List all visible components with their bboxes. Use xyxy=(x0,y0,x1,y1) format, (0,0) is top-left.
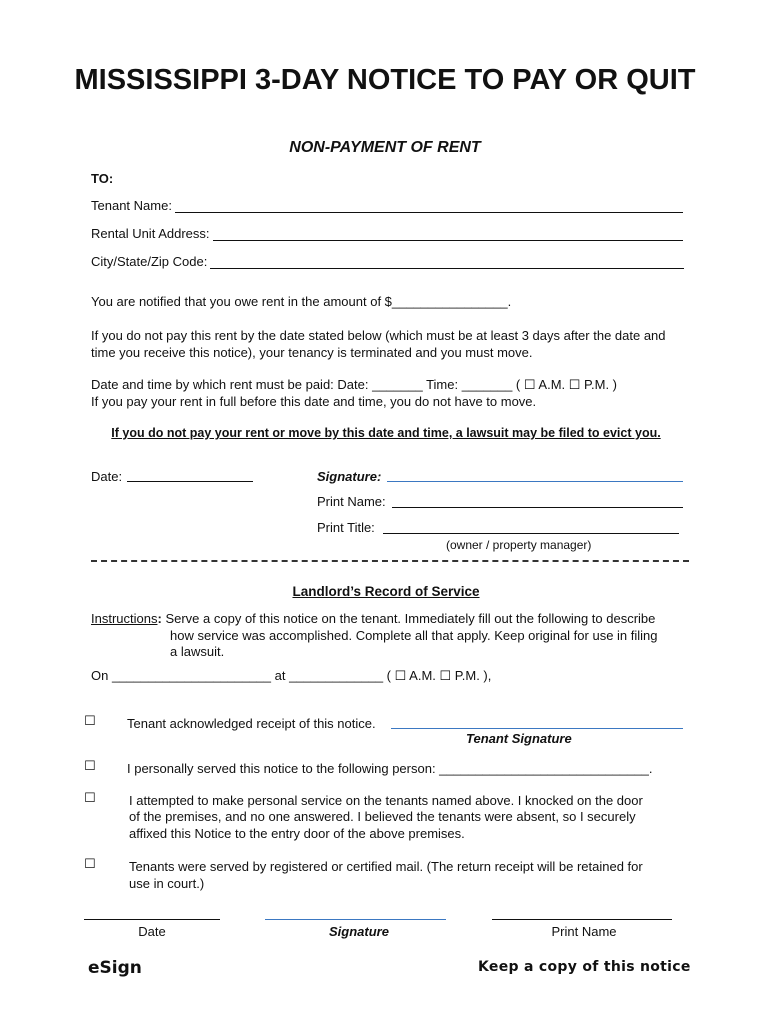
city-state-zip-line[interactable] xyxy=(210,255,684,269)
signature-label: Signature: xyxy=(317,469,382,484)
title-hint: (owner / property manager) xyxy=(446,538,592,552)
rental-unit-field[interactable] xyxy=(91,226,683,241)
due-date-line: Date and time by which rent must be paid: Date: _______ Time: _______ ( ☐ A.M. ☐ P.M. ) xyxy=(91,377,618,392)
tenant-name-label: Tenant Name: xyxy=(91,198,172,213)
rental-unit-label: Rental Unit Address: xyxy=(91,226,210,241)
option-posted-line-3: affixed this Notice to the entry door of the above premises. xyxy=(129,826,465,841)
city-state-zip-field[interactable] xyxy=(91,254,684,269)
instructions-line-3: a lawsuit. xyxy=(170,644,225,659)
option-personal-service: I personally served this notice to the following person: _____________________________. xyxy=(127,761,653,776)
esign-logo: eSign xyxy=(88,958,142,978)
checkbox-personal-service[interactable]: ☐ xyxy=(84,759,96,774)
checkbox-acknowledged[interactable]: ☐ xyxy=(84,714,96,729)
instructions-label: Instructions xyxy=(91,611,158,626)
checkbox-posted[interactable]: ☐ xyxy=(84,791,96,806)
tenant-signature-label: Tenant Signature xyxy=(466,731,572,746)
keep-copy-note: Keep a copy of this notice xyxy=(478,959,691,975)
record-heading: Landlord’s Record of Service xyxy=(292,584,480,599)
bottom-date-line[interactable] xyxy=(84,919,220,920)
option-mail-line-1: Tenants were served by registered or certified mail. (The return receipt will be retained for xyxy=(129,859,643,874)
bottom-signature-label: Signature xyxy=(329,924,389,939)
bottom-signature-line[interactable] xyxy=(265,919,446,920)
terms-paragraph: If you do not pay this rent by the date stated below (which must be at least 3 days after the date and time you receive this notice), your tenancy is terminated and you must move. xyxy=(91,328,666,360)
print-title-line[interactable] xyxy=(383,533,679,534)
to-label: TO: xyxy=(91,171,114,186)
option-posted-line-1: I attempted to make personal service on the tenants named above. I knocked on the door xyxy=(129,793,643,808)
bottom-date-label: Date xyxy=(138,924,166,939)
checkbox-mail[interactable]: ☐ xyxy=(84,857,96,872)
bottom-print-name-label: Print Name xyxy=(551,924,617,939)
tenant-name-field[interactable] xyxy=(91,198,683,213)
city-state-zip-label: City/State/Zip Code: xyxy=(91,254,208,269)
option-posted-line-2: of the premises, and no one answered. I believed the tenants were absent, so I securely xyxy=(129,809,636,824)
service-date-line: On ______________________ at _____________ ( ☐ A.M. ☐ P.M. ), xyxy=(91,668,492,683)
page-subtitle: NON-PAYMENT OF RENT xyxy=(289,139,481,156)
eviction-warning: If you do not pay your rent or move by this date and time, a lawsuit may be filed to evict you. xyxy=(111,426,661,440)
pay-in-full-line: If you pay your rent in full before this date and time, you do not have to move. xyxy=(91,394,537,409)
instructions-line-2: how service was accomplished. Complete all that apply. Keep original for use in filing xyxy=(170,628,658,643)
page-title: MISSISSIPPI 3-DAY NOTICE TO PAY OR QUIT xyxy=(74,64,696,96)
print-title-label: Print Title: xyxy=(317,520,375,535)
date-label: Date: xyxy=(91,469,123,484)
date-line[interactable] xyxy=(127,481,253,482)
option-acknowledged: Tenant acknowledged receipt of this notice. xyxy=(127,716,376,731)
section-divider xyxy=(91,560,689,562)
option-mail-line-2: use in court.) xyxy=(129,876,205,891)
bottom-print-name-line[interactable] xyxy=(492,919,672,920)
rent-amount-text: You are notified that you owe rent in the amount of $________________. xyxy=(91,294,512,309)
tenant-signature-line[interactable] xyxy=(391,728,683,729)
instructions-colon: : xyxy=(157,611,162,626)
tenant-name-line[interactable] xyxy=(175,199,683,213)
print-name-line[interactable] xyxy=(392,507,683,508)
instructions-block xyxy=(91,610,655,627)
print-name-label: Print Name: xyxy=(317,494,386,509)
signature-line[interactable] xyxy=(387,481,683,482)
instructions-line-1: Serve a copy of this notice on the tenant. Immediately fill out the following to describe xyxy=(165,611,656,626)
rental-unit-line[interactable] xyxy=(213,227,683,241)
